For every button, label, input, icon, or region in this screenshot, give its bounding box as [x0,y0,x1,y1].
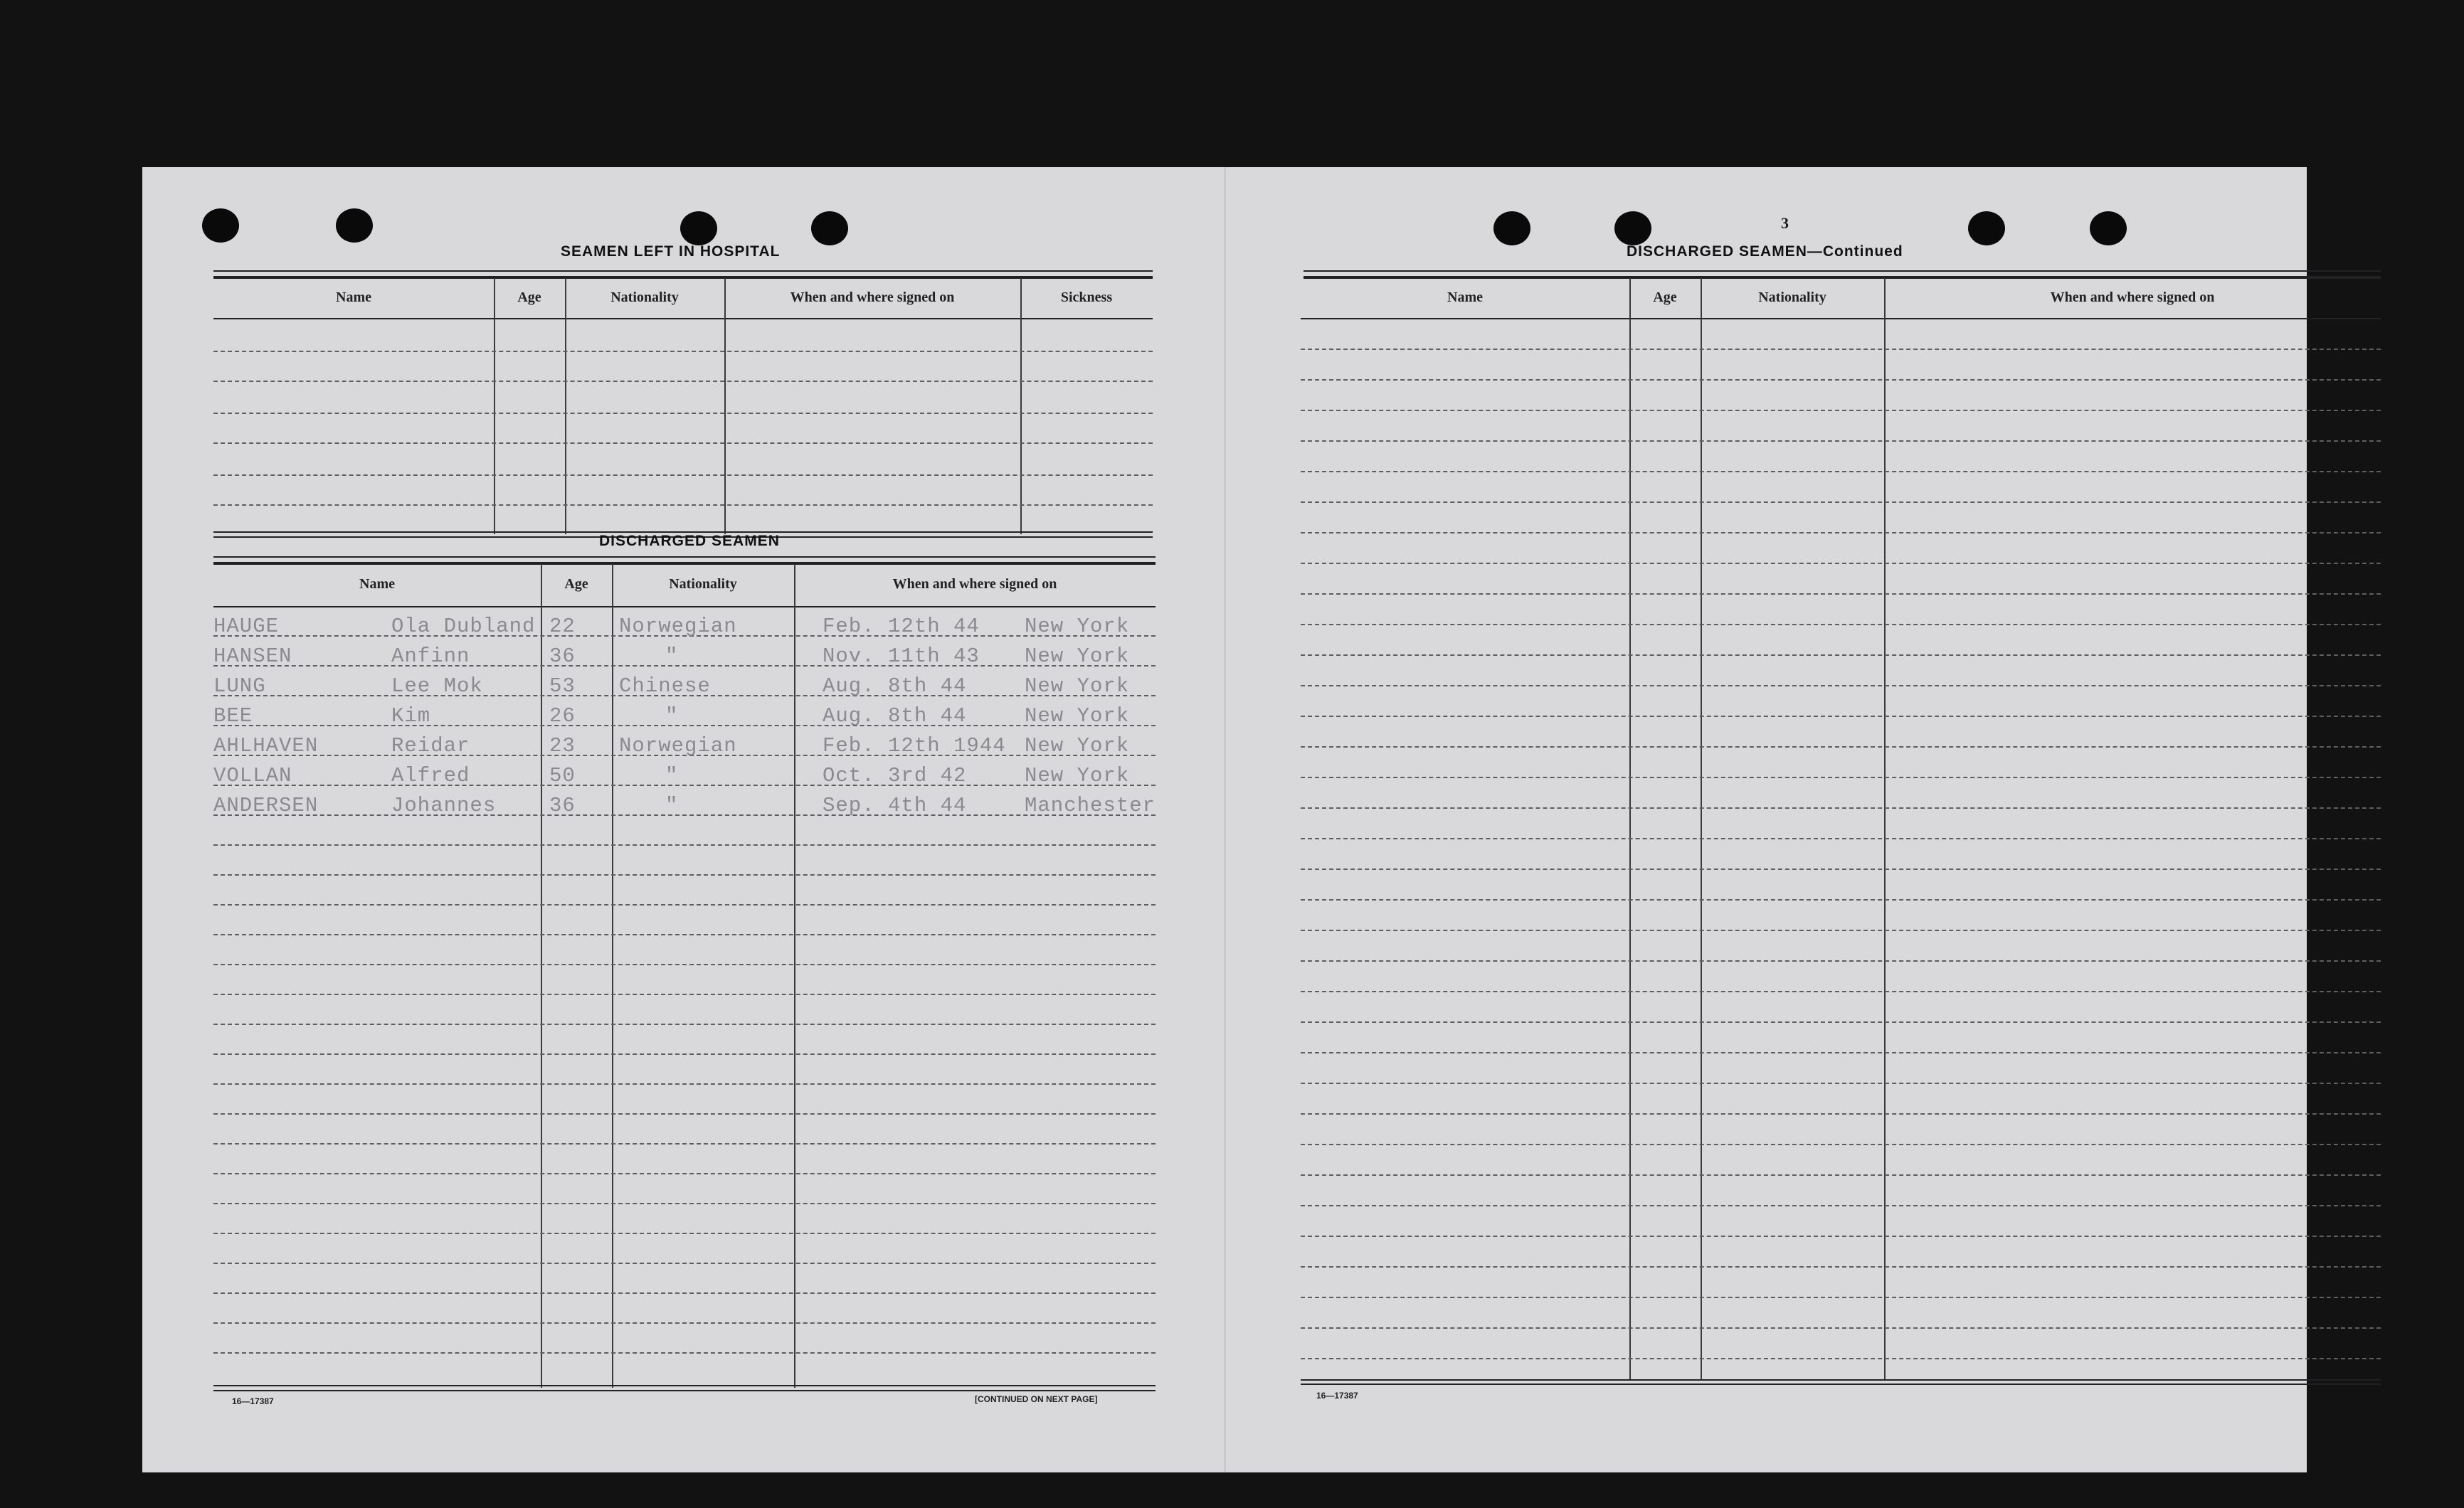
punch-hole [1493,211,1530,245]
row-rule [213,665,1156,667]
table-border [213,562,1156,565]
seaman-nationality: " [665,794,679,817]
seaman-nationality: " [665,764,679,787]
hospital-header-name: Name [336,290,371,305]
signed-on-place: New York [1025,615,1130,638]
row-rule [1301,379,2381,381]
row-rule [1301,1052,2381,1053]
hospital-header-nationality: Nationality [610,290,679,305]
seaman-age: 50 [549,764,576,787]
row-rule [213,381,1153,382]
seaman-age: 26 [549,704,576,728]
row-rule [1301,624,2381,625]
seaman-surname: VOLLAN [213,764,292,787]
hospital-section-title: SEAMEN LEFT IN HOSPITAL [561,243,781,260]
page-number: 3 [1781,214,1789,232]
row-rule [1301,440,2381,442]
signed-on-place: New York [1025,674,1130,698]
row-rule [213,413,1153,414]
continued-header-age: Age [1653,290,1677,305]
row-rule [213,1024,1156,1025]
row-rule [1301,1144,2381,1145]
table-border [213,1390,1156,1391]
seaman-age: 36 [549,794,576,817]
signed-on-date: Oct. 3rd 42 [823,764,967,787]
continued-header-nationality: Nationality [1758,290,1826,305]
row-rule [1301,838,2381,839]
row-rule [1301,930,2381,931]
signed-on-place: New York [1025,704,1130,728]
table-border [213,276,1153,279]
punch-hole [202,208,239,243]
signed-on-place: Manchester [1025,794,1156,817]
row-rule [213,351,1153,352]
signed-on-place: New York [1025,764,1130,787]
row-rule [213,1233,1156,1234]
row-rule [213,1113,1156,1115]
seaman-given-name: Kim [391,704,431,728]
form-number: 16—17387 [232,1396,274,1406]
seaman-surname: ANDERSEN [213,794,319,817]
seaman-given-name: Ola Dubland [391,615,536,638]
column-divider [1884,278,1886,1381]
column-divider [1629,278,1631,1381]
signed-on-date: Nov. 11th 43 [823,644,980,668]
row-rule [213,874,1156,876]
column-divider [1020,278,1022,534]
seaman-surname: HANSEN [213,644,292,668]
row-rule [1301,1236,2381,1237]
signed-on-place: New York [1025,644,1130,668]
signed-on-date: Aug. 8th 44 [823,704,967,728]
row-rule [1301,1297,2381,1298]
row-rule [1301,746,2381,748]
signed-on-place: New York [1025,734,1130,758]
seaman-nationality: " [665,704,679,728]
column-divider [494,278,495,534]
header-rule [213,606,1156,607]
row-rule [213,904,1156,906]
seaman-nationality: " [665,644,679,668]
row-rule [1301,349,2381,350]
row-rule [213,504,1153,506]
row-rule [1301,410,2381,411]
table-border [1301,1379,2381,1381]
row-rule [1301,1021,2381,1023]
row-rule [1301,1083,2381,1084]
row-rule [1301,716,2381,717]
punch-hole [1968,211,2005,245]
row-rule [213,1053,1156,1055]
row-rule [213,442,1153,444]
column-divider [565,278,566,534]
row-rule [1301,1174,2381,1176]
row-rule [213,1173,1156,1174]
row-rule [213,1292,1156,1294]
table-border [1304,270,2381,272]
document-sheet [142,167,2307,1472]
header-rule [1301,318,2381,319]
seaman-given-name: Reidar [391,734,470,758]
seaman-age: 23 [549,734,576,758]
row-rule [213,785,1156,786]
column-divider [724,278,726,534]
row-rule [1301,1327,2381,1329]
hospital-header-signed-on: When and where signed on [790,290,955,305]
row-rule [1301,807,2381,809]
table-border [1301,1384,2381,1385]
signed-on-date: Feb. 12th 44 [823,615,980,638]
seaman-nationality: Chinese [619,674,711,698]
row-rule [213,1263,1156,1264]
row-rule [213,844,1156,846]
row-rule [1301,1113,2381,1115]
seaman-given-name: Alfred [391,764,470,787]
seaman-age: 53 [549,674,576,698]
row-rule [213,725,1156,726]
row-rule [1301,685,2381,686]
table-border [213,556,1156,558]
page-fold [1224,167,1226,1472]
seaman-given-name: Lee Mok [391,674,483,698]
row-rule [1301,869,2381,870]
seaman-nationality: Norwegian [619,734,737,758]
form-number: 16—17387 [1316,1391,1358,1401]
row-rule [1301,654,2381,656]
row-rule [213,474,1153,476]
column-divider [612,564,613,1388]
row-rule [1301,501,2381,503]
row-rule [1301,991,2381,992]
row-rule [1301,532,2381,533]
row-rule [213,964,1156,965]
discharged-header-nationality: Nationality [669,576,737,592]
column-divider [794,564,795,1388]
punch-hole [2090,211,2127,245]
discharged-header-signed-on: When and where signed on [892,576,1057,592]
row-rule [213,1322,1156,1324]
table-border [1304,276,2381,279]
seaman-age: 36 [549,644,576,668]
seaman-surname: HAUGE [213,615,280,638]
continued-header-name: Name [1447,290,1483,305]
discharged-continued-title: DISCHARGED SEAMEN—Continued [1627,243,1903,260]
row-rule [213,814,1156,816]
punch-hole [680,211,717,245]
punch-hole [336,208,373,243]
signed-on-date: Feb. 12th 1944 [823,734,1006,758]
discharged-header-age: Age [564,576,588,592]
table-border [213,270,1153,272]
seaman-age: 22 [549,615,576,638]
row-rule [1301,1205,2381,1206]
hospital-header-age: Age [517,290,541,305]
row-rule [1301,960,2381,962]
seaman-surname: LUNG [213,674,266,698]
punch-hole [1614,211,1651,245]
hospital-header-sickness: Sickness [1060,290,1113,305]
column-divider [1701,278,1702,1381]
row-rule [213,994,1156,995]
continued-note: [CONTINUED ON NEXT PAGE] [975,1394,1098,1404]
row-rule [1301,471,2381,472]
seaman-given-name: Johannes [391,794,497,817]
column-divider [541,564,542,1388]
discharged-header-name: Name [359,576,395,592]
punch-hole [811,211,848,245]
table-border [213,1385,1156,1386]
header-rule [213,318,1153,319]
signed-on-date: Sep. 4th 44 [823,794,967,817]
seaman-surname: BEE [213,704,253,728]
row-rule [1301,1266,2381,1268]
row-rule [1301,777,2381,778]
seaman-nationality: Norwegian [619,615,737,638]
discharged-section-title: DISCHARGED SEAMEN [599,533,780,549]
row-rule [213,934,1156,935]
seaman-given-name: Anfinn [391,644,470,668]
row-rule [1301,593,2381,595]
signed-on-date: Aug. 8th 44 [823,674,967,698]
row-rule [213,1203,1156,1204]
row-rule [1301,899,2381,901]
row-rule [1301,563,2381,564]
row-rule [1301,1358,2381,1359]
continued-header-signed-on: When and where signed on [2050,290,2215,305]
row-rule [213,1352,1156,1354]
seaman-surname: AHLHAVEN [213,734,319,758]
row-rule [213,1083,1156,1085]
row-rule [213,1143,1156,1145]
